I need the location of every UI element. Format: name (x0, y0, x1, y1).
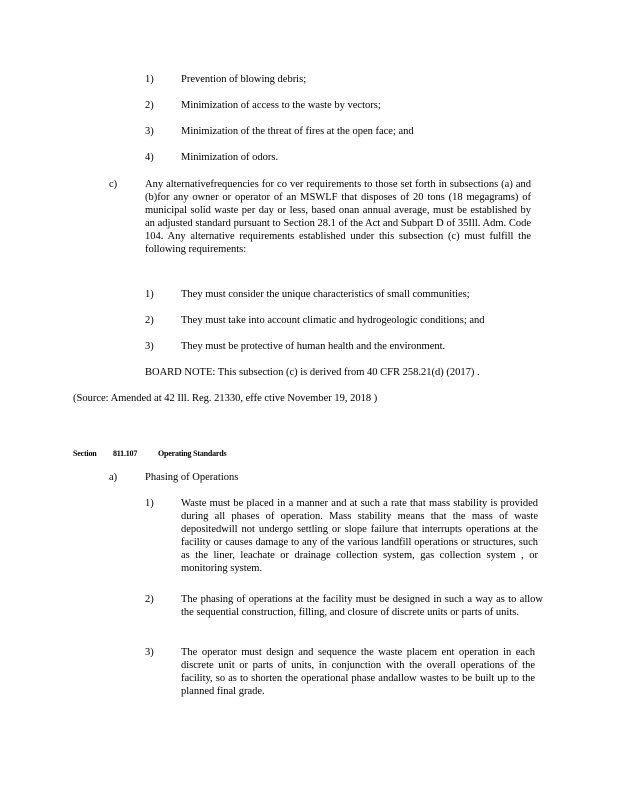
list-b-item-3-text: Minimization of the threat of fires at the open face; and (181, 126, 414, 137)
subsection-c-item-2-num: 2) (145, 315, 154, 326)
subsection-a-item-1-num: 1) (145, 498, 154, 509)
list-b-item-4-num: 4) (145, 152, 154, 163)
subsection-a-label: a) (109, 472, 118, 483)
subsection-c-item-1-num: 1) (145, 289, 154, 300)
list-b-item-1-num: 1) (145, 74, 154, 85)
subsection-a-item-2-text: The phasing of operations at the facility must be designed in such a way as to allow the sequential construction, filling, and closure of discrete units or parts of units. (181, 594, 543, 618)
subsection-a-item-3-text: The operator must design and sequence the waste placem ent operation in each discrete unit or parts of units, in conjunction with the overall operations of the facility, so as to shorten the operational phase andallow wastes to be built up to the planned final grade. (181, 647, 535, 697)
subsection-c-item-3-num: 3) (145, 341, 154, 352)
subsection-c-item-2-text: They must take into account climatic and hydrogeologic conditions; and (181, 315, 485, 326)
subsection-c-text: Any alternativefrequencies for co ver requirements to those set forth in subsections (a) and (b)for any owner or operator of an MSWLF that disposes of 20 tons (18 megagrams) of municipal solid waste per day or less, based onan annual average, must be established by an adjusted standard pursuant to Section 28.1 of the Act and Subpart D of 35Ill. Adm. Code 104. Any alternative requirements established under this subsection (c) must fulfill the following requirements: (145, 179, 531, 255)
subsection-a-item-2-num: 2) (145, 594, 154, 605)
subsection-a-item-1-text: Waste must be placed in a manner and at such a rate that mass stability is provided during all phases of operation. Mass stability means that the mass of waste depositedwill not undergo settling or slope failure that interrupts operations at the facility or causes damage to any of the various landfill operations or structures, such as the liner, leachate or drainage collection system, gas collection system , or monitoring system. (181, 498, 538, 574)
section-label: Section (73, 449, 97, 458)
section-number: 811.107 (113, 449, 138, 458)
board-note: BOARD NOTE: This subsection (c) is derived from 40 CFR 258.21(d) (2017) . (145, 367, 480, 378)
section-title: Operating Standards (158, 449, 227, 458)
subsection-c-label: c) (109, 179, 118, 190)
subsection-a-item-3-num: 3) (145, 647, 154, 658)
subsection-c-item-1-text: They must consider the unique characteristics of small communities; (181, 289, 470, 300)
list-b-item-3-num: 3) (145, 126, 154, 137)
list-b-item-1-text: Prevention of blowing debris; (181, 74, 307, 85)
list-b-item-2-text: Minimization of access to the waste by vectors; (181, 100, 381, 111)
subsection-c-item-3-text: They must be protective of human health and the environment. (181, 341, 446, 352)
list-b-item-2-num: 2) (145, 100, 154, 111)
list-b-item-4-text: Minimization of odors. (181, 152, 279, 163)
subsection-a-title: Phasing of Operations (145, 472, 239, 483)
source-note: (Source: Amended at 42 Ill. Reg. 21330, effe ctive November 19, 2018 ) (73, 393, 378, 404)
